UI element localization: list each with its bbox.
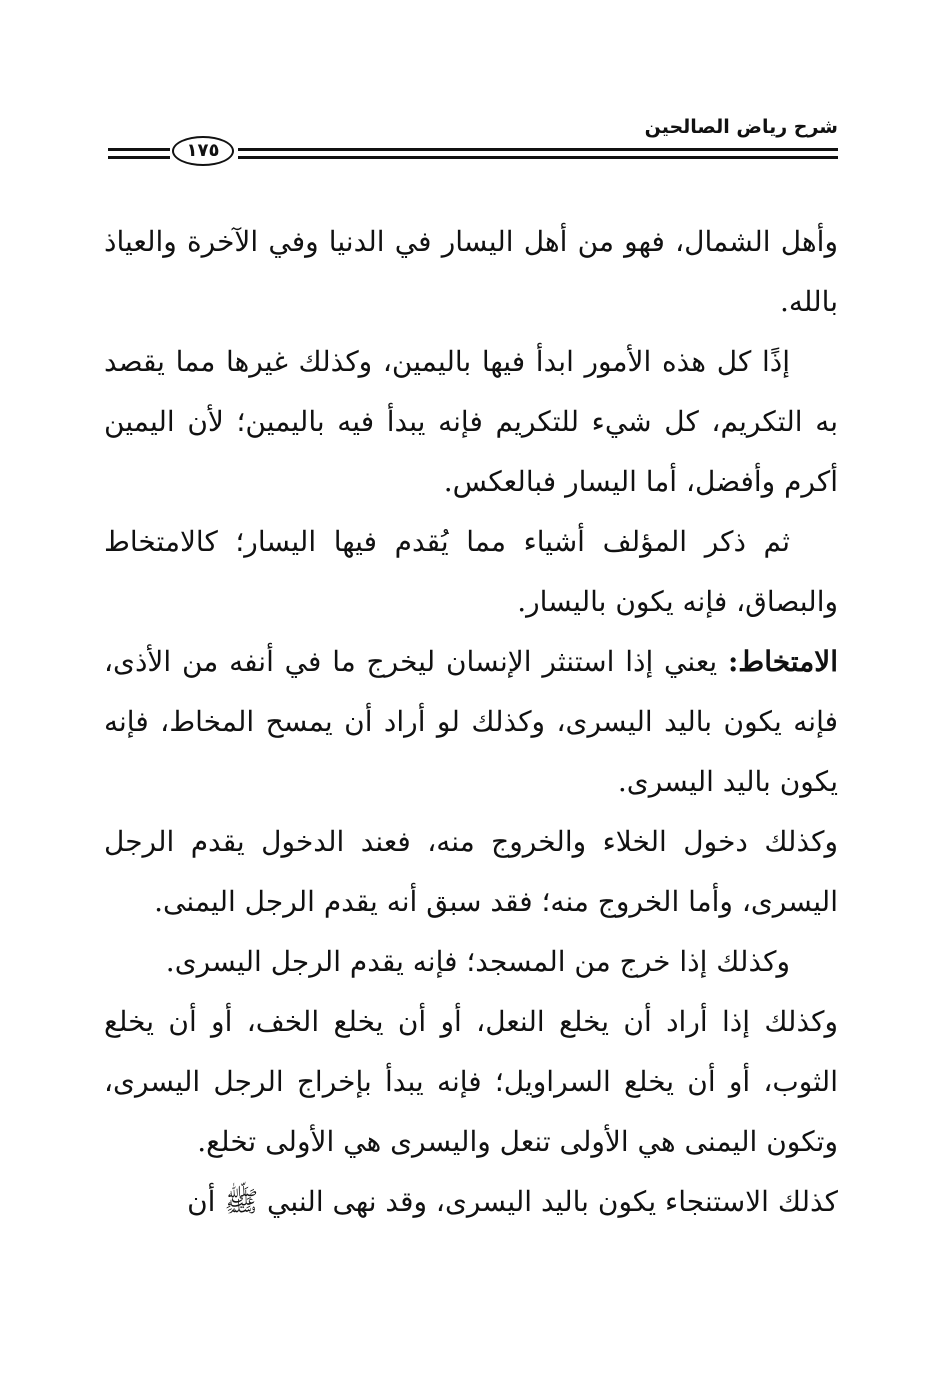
paragraph-7: وكذلك إذا أراد أن يخلع النعل، أو أن يخلع الخف، أو أن يخلع الثوب، أو أن يخلع السراويل؛ فإنه يبدأ بإخراج الرجل اليسرى، وتكون اليمنى هي الأولى تنعل واليسرى هي الأولى تخلع. bbox=[104, 1005, 838, 1158]
term-heading: الامتخاط: bbox=[727, 645, 838, 678]
header-rule-right bbox=[238, 148, 838, 159]
paragraph-4 bbox=[104, 632, 838, 812]
page-header bbox=[104, 112, 838, 172]
header-rule-left bbox=[108, 148, 170, 159]
paragraph-3: ثم ذكر المؤلف أشياء مما يُقدم فيها اليسار؛ كالامتخاط والبصاق، فإنه يكون باليسار. bbox=[104, 525, 838, 618]
term-definition: يعني إذا استنثر الإنسان ليخرج ما في أنفه من الأذى، فإنه يكون باليد اليسرى، وكذلك لو أراد أن يمسح المخاط، فإنه يكون باليد اليسرى. bbox=[104, 645, 838, 798]
paragraph-8: كذلك الاستنجاء يكون باليد اليسرى، وقد نهى النبي ﷺ أن bbox=[187, 1185, 838, 1218]
paragraph-6: وكذلك إذا خرج من المسجد؛ فإنه يقدم الرجل اليسرى. bbox=[165, 945, 790, 978]
running-title: شرح رياض الصالحين bbox=[644, 116, 838, 138]
paragraph-5: وكذلك دخول الخلاء والخروج منه، فعند الدخول يقدم الرجل اليسرى، وأما الخروج منه؛ فقد سبق أنه يقدم الرجل اليمنى. bbox=[104, 825, 838, 918]
page-number: ١٧٥ bbox=[172, 136, 234, 166]
paragraph-1: وأهل الشمال، فهو من أهل اليسار في الدنيا وفي الآخرة والعياذ بالله. bbox=[104, 225, 838, 318]
paragraph-2: إذًا كل هذه الأمور ابدأ فيها باليمين، وكذلك غيرها مما يقصد به التكريم، كل شيء للتكريم فإنه يبدأ فيه باليمين؛ لأن اليمين أكرم وأفضل، أما اليسار فبالعكس. bbox=[104, 345, 838, 498]
page-body bbox=[104, 212, 838, 1232]
